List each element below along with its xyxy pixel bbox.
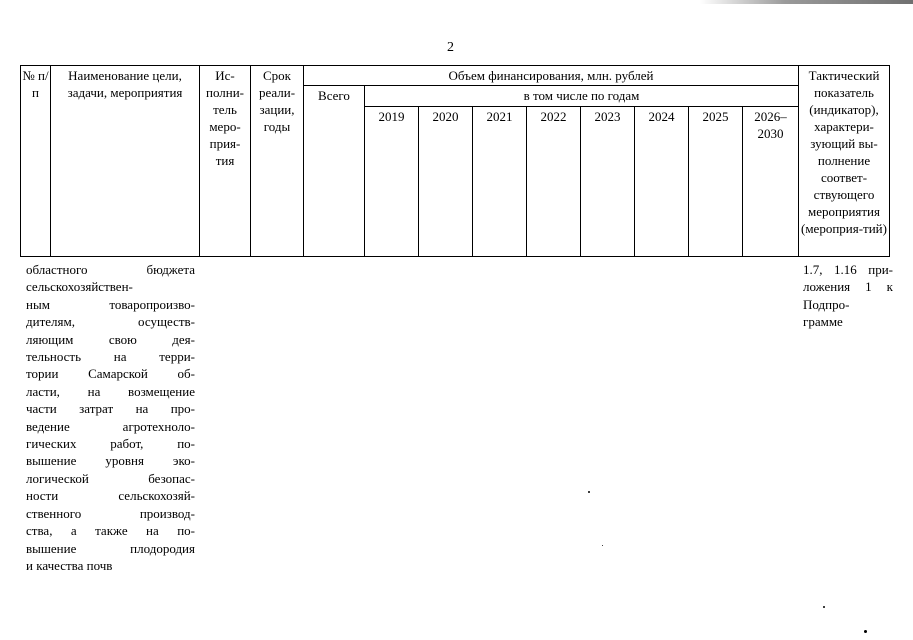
measure-line: тельность на терри- [26, 349, 195, 365]
header-table [20, 65, 890, 257]
indicator-reference [803, 261, 893, 331]
measure-line: сельскохозяйствен- [26, 279, 133, 295]
measure-line: и качества почв [26, 557, 113, 573]
measure-line: части затрат на про- [26, 401, 195, 417]
measure-description [26, 261, 195, 574]
header-year-2026-2030: 2026–2030 [743, 107, 799, 257]
measure-line: ляющим свою дея- [26, 331, 195, 347]
measure-line: дителям, осуществ- [26, 314, 195, 330]
header-total: Всего [304, 86, 365, 257]
header-year-2020: 2020 [419, 107, 473, 257]
measure-line: ным товаропроизво- [26, 296, 195, 312]
indicator-line: ложения 1 к [803, 279, 893, 295]
header-indicator: Тактический показатель (индикатор), характери-зующий вы-полнение соответ-ствующего мероприятия (мероприя-тий) [799, 66, 890, 257]
measure-line: вышение уровня эко- [26, 453, 195, 469]
header-year-2022: 2022 [527, 107, 581, 257]
header-financing: Объем финансирования, млн. рублей [304, 66, 799, 86]
measure-line: ства, а также на по- [26, 523, 195, 539]
measure-line: тории Самарской об- [26, 366, 195, 382]
indicator-line: 1.7, 1.16 при- [803, 262, 893, 277]
scan-speck [864, 630, 867, 633]
measure-line: ственного производ- [26, 505, 195, 521]
scan-speck [823, 606, 825, 608]
measure-line: вышение плодородия [26, 540, 195, 556]
header-year-2021: 2021 [473, 107, 527, 257]
measure-line: гических работ, по- [26, 436, 195, 452]
header-executor: Ис-полни-тель меро-прия-тия [200, 66, 251, 257]
header-year-2023: 2023 [581, 107, 635, 257]
measure-line: ности сельскохозяй- [26, 488, 195, 504]
scan-speck [588, 491, 590, 493]
scan-speck [602, 545, 603, 546]
scan-edge-strip [700, 0, 913, 4]
header-number: № п/п [21, 66, 51, 257]
measure-line: областного бюджета [26, 262, 195, 277]
page-number: 2 [447, 40, 454, 55]
header-name: Наименование цели, задачи, мероприятия [51, 66, 200, 257]
measure-line: логической безопас- [26, 470, 195, 486]
header-year-2024: 2024 [635, 107, 689, 257]
measure-line: ласти, на возмещение [26, 383, 195, 399]
indicator-line: Подпро- [803, 296, 850, 312]
indicator-line: грамме [803, 314, 843, 330]
header-by-years: в том числе по годам [365, 86, 799, 107]
header-term: Срок реали-зации, годы [251, 66, 304, 257]
header-year-2025: 2025 [689, 107, 743, 257]
measure-line: ведение агротехноло- [26, 418, 195, 434]
header-year-2019: 2019 [365, 107, 419, 257]
